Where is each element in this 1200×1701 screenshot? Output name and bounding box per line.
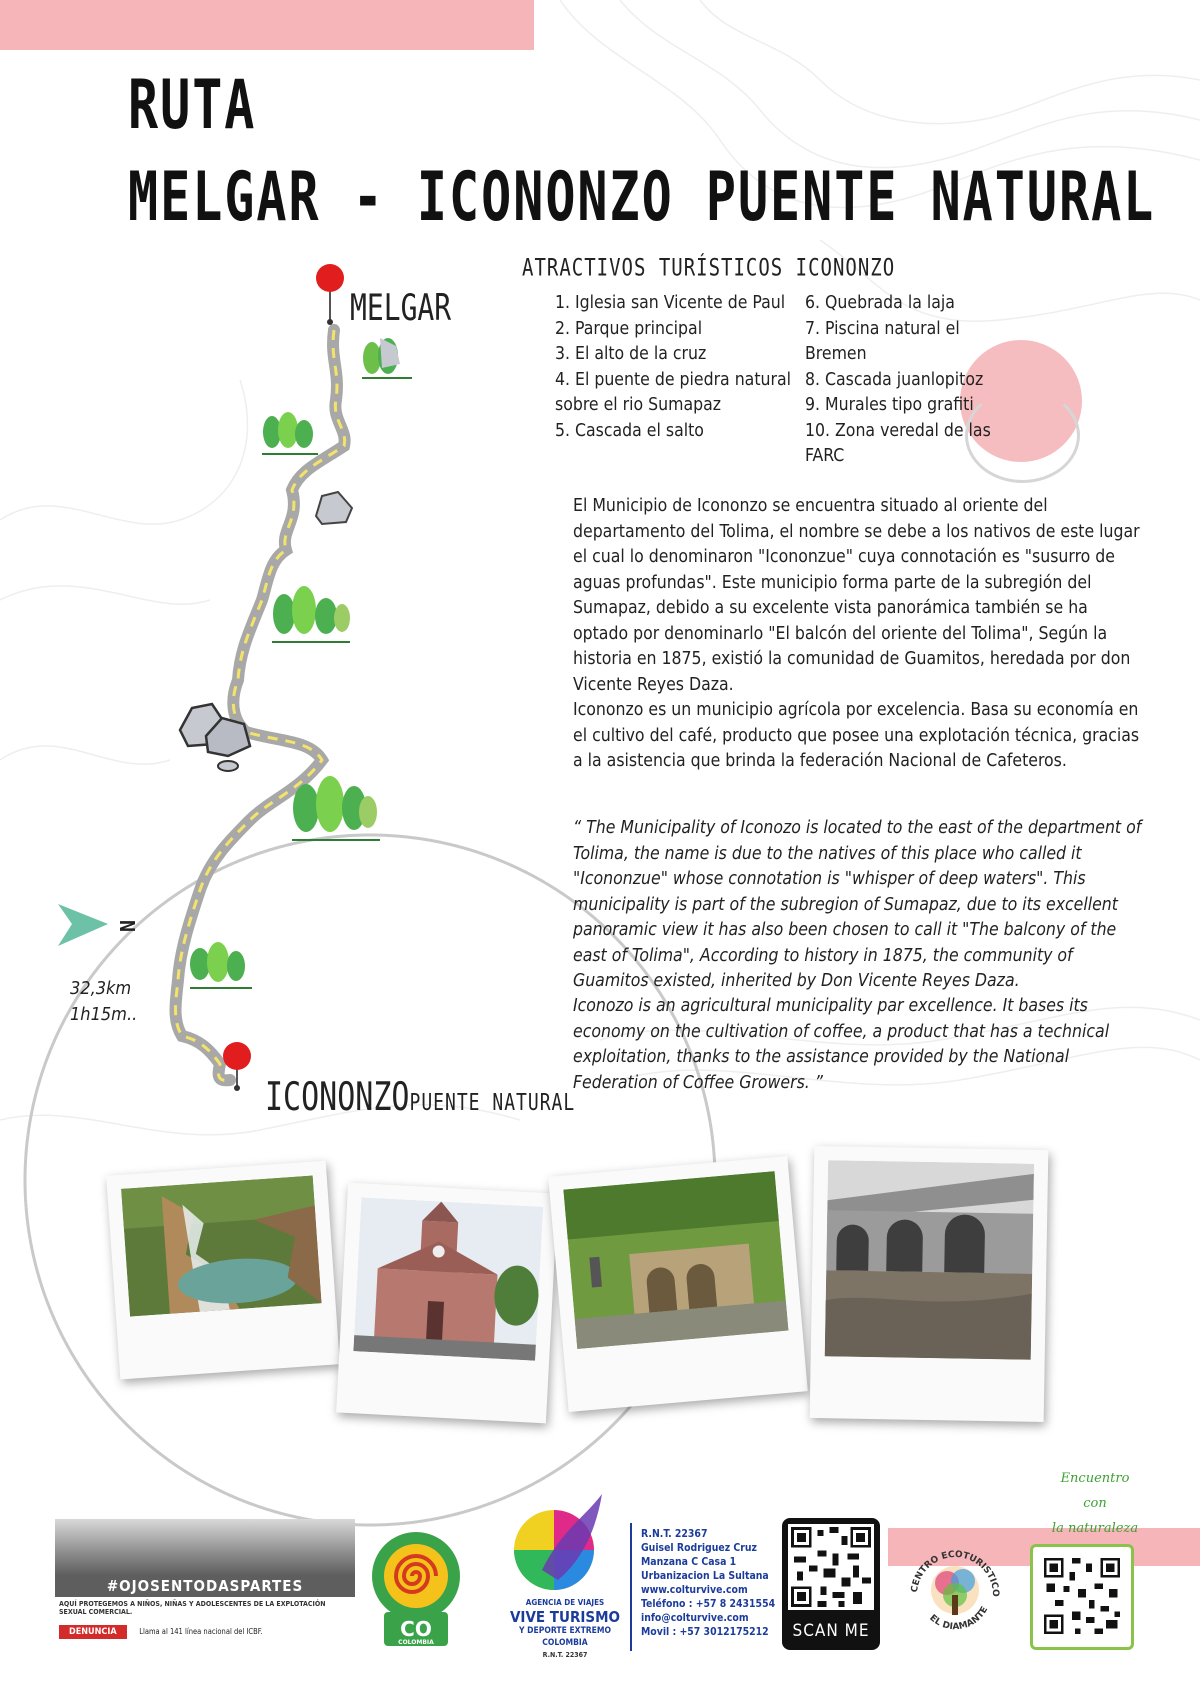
- rock-icon: [316, 492, 352, 524]
- campaign-banner: [55, 1519, 355, 1645]
- ecotourism-logo: [905, 1535, 1005, 1650]
- slogan-line: con: [1083, 1496, 1107, 1511]
- attractions-list-left: [555, 291, 795, 444]
- list-item: 2. Parque principal: [555, 318, 703, 339]
- list-item: 5. Cascada el salto: [555, 420, 704, 441]
- end-location-label: [265, 1075, 575, 1121]
- seal-sub: COLOMBIA: [398, 1639, 434, 1646]
- north-arrow-icon: [58, 904, 139, 946]
- agency-line-5: R.N.T. 22367: [542, 1651, 588, 1659]
- list-item: 6. Quebrada la laja: [805, 293, 955, 313]
- end-location-name: ICONONZO: [265, 1075, 410, 1121]
- contact-line: R.N.T. 22367: [641, 1528, 708, 1540]
- contact-email[interactable]: info@colturvive.com: [641, 1612, 749, 1624]
- waterfall-photo: [106, 1161, 340, 1380]
- campaign-hashtag: #OJOSENTODASPARTES: [55, 1575, 355, 1597]
- scan-me-qr[interactable]: [782, 1518, 880, 1650]
- contact-line: Urbanizacion La Sultana: [641, 1570, 769, 1582]
- duration-value: 1h15m..: [70, 1004, 138, 1025]
- church-photo: [336, 1183, 558, 1424]
- list-item: 8. Cascada juanlopitoz: [805, 369, 984, 390]
- quality-seal-logo: [370, 1530, 462, 1650]
- melgar-pin-icon: [316, 264, 344, 325]
- trees-icon: [272, 586, 350, 642]
- waterfall-image: [121, 1176, 321, 1317]
- list-item: 9. Murales tipo grafiti: [805, 395, 974, 415]
- ecotour-name-top: CENTRO ECOTURISTICO: [910, 1549, 1001, 1598]
- description-spanish-1: El Municipio de Icononzo se encuentra situado al oriente del departamento del Tolima, el nombre se debe a los nativos de este lugar el cual lo denominaron "Icononzue" cuya connotación es "susurro de aguas profundas". Este municipio forma parte de la subregión del Sumapaz, debido a su excelente vista panorámica también se ha optado por denominarlo "El balcón del oriente del Tolima", Según la historia en 1875, existió la comunidad de Guamitos, heredada por don Vicente Reyes Daza.: [573, 496, 1140, 695]
- campaign-text: AQUÍ PROTEGEMOS A NIÑOS, NIÑAS Y ADOLESCENTES DE LA EXPLOTACIÓN SEXUAL COMERCIAL.: [59, 1600, 326, 1616]
- route-distance: [70, 976, 137, 1028]
- end-location-suffix: PUENTE NATURAL: [409, 1089, 576, 1117]
- contact-line: Manzana C Casa 1: [641, 1556, 737, 1568]
- contact-website[interactable]: www.colturvive.com: [641, 1584, 748, 1596]
- divider: [630, 1523, 632, 1651]
- top-accent-band: [0, 0, 534, 50]
- list-item: 1. Iglesia san Vicente de Paul: [555, 293, 786, 313]
- attractions-list-right: [805, 291, 1015, 470]
- denuncia-badge: DENUNCIA: [59, 1625, 127, 1639]
- agency-line-2: VIVE TURISMO: [509, 1608, 621, 1626]
- seal-code: CO: [400, 1617, 432, 1641]
- agency-name: [506, 1597, 624, 1661]
- ecotour-qr[interactable]: [1030, 1544, 1134, 1650]
- contact-phone: Teléfono : +57 8 2431554: [641, 1598, 776, 1610]
- agency-line-1: AGENCIA DE VIAJES: [525, 1598, 605, 1607]
- ecotour-name-bottom: EL DIAMANTE: [927, 1605, 991, 1633]
- contact-info: [641, 1527, 775, 1639]
- church-image: [353, 1197, 543, 1360]
- list-item: 4. El puente de piedra natural sobre el rio Sumapaz: [555, 369, 791, 415]
- bridge-garden-image: [563, 1171, 788, 1349]
- description-spanish-2: Icononzo es un municipio agrícola por excelencia. Basa su economía en el cultivo del café, producto que posee una explotación técnica, gracias a la asistencia que brinda la federación Nacional de Cafeteros.: [573, 700, 1140, 771]
- list-item: 10. Zona veredal de las FARC: [805, 420, 991, 466]
- qr-code-icon: [788, 1524, 874, 1610]
- stone-bridge-image: [825, 1160, 1034, 1360]
- attractions-heading: ATRACTIVOS TURÍSTICOS ICONONZO: [522, 254, 896, 282]
- contact-mobile: Movil : +57 3012175212: [641, 1626, 769, 1638]
- qr-code-icon: [1041, 1555, 1123, 1637]
- eyes-photo: [55, 1519, 355, 1575]
- description-english-2: Iconozo is an agricultural municipality par excellence. It bases its economy on the cultivation of coffee, a product that has a technical exploitation, thanks to the assistance provided by the National Federation of Coffee Growers. ”: [573, 996, 1110, 1093]
- slogan-line: Encuentro: [1060, 1471, 1130, 1486]
- campaign-call: Llama al 141 línea nacional del ICBF.: [139, 1627, 263, 1636]
- contact-line: Guisel Rodriguez Cruz: [641, 1542, 757, 1554]
- agency-line-4: COLOMBIA: [542, 1638, 588, 1648]
- trees-icon: [262, 412, 318, 454]
- description-english-1: “ The Municipality of Iconozo is located to the east of the department of Tolima, the name is due to the natives of this place who called it "Icononzue" whose connotation is "whisper of deep waters". This municipality is part of the subregion of Sumapaz, due to its excellent panoramic view it has also been chosen to call it "The balcony of the east of Tolima", According to history in 1875, the community of Guamitos existed, inherited by Don Vicente Reyes Daza.: [573, 818, 1142, 991]
- page-title-line-1: RUTA: [128, 66, 257, 145]
- slogan-line: la naturaleza: [1051, 1521, 1139, 1536]
- trees-icon: [362, 338, 412, 378]
- bridge-garden-photo: [548, 1156, 808, 1412]
- trees-icon: [190, 942, 252, 988]
- agency-line-3: Y DEPORTE EXTREMO: [518, 1626, 612, 1636]
- list-item: 3. El alto de la cruz: [555, 344, 707, 364]
- slogan: [1040, 1466, 1150, 1541]
- trees-icon: [292, 776, 380, 840]
- start-location-label: MELGAR: [350, 286, 452, 329]
- list-item: 7. Piscina natural el Bremen: [805, 318, 960, 364]
- page-title-line-2: MELGAR - ICONONZO PUENTE NATURAL: [128, 158, 1156, 237]
- north-letter: N: [115, 920, 139, 933]
- stone-bridge-photo: [810, 1146, 1049, 1422]
- distance-value: 32,3km: [70, 978, 132, 999]
- scan-me-label: SCAN ME: [792, 1621, 870, 1641]
